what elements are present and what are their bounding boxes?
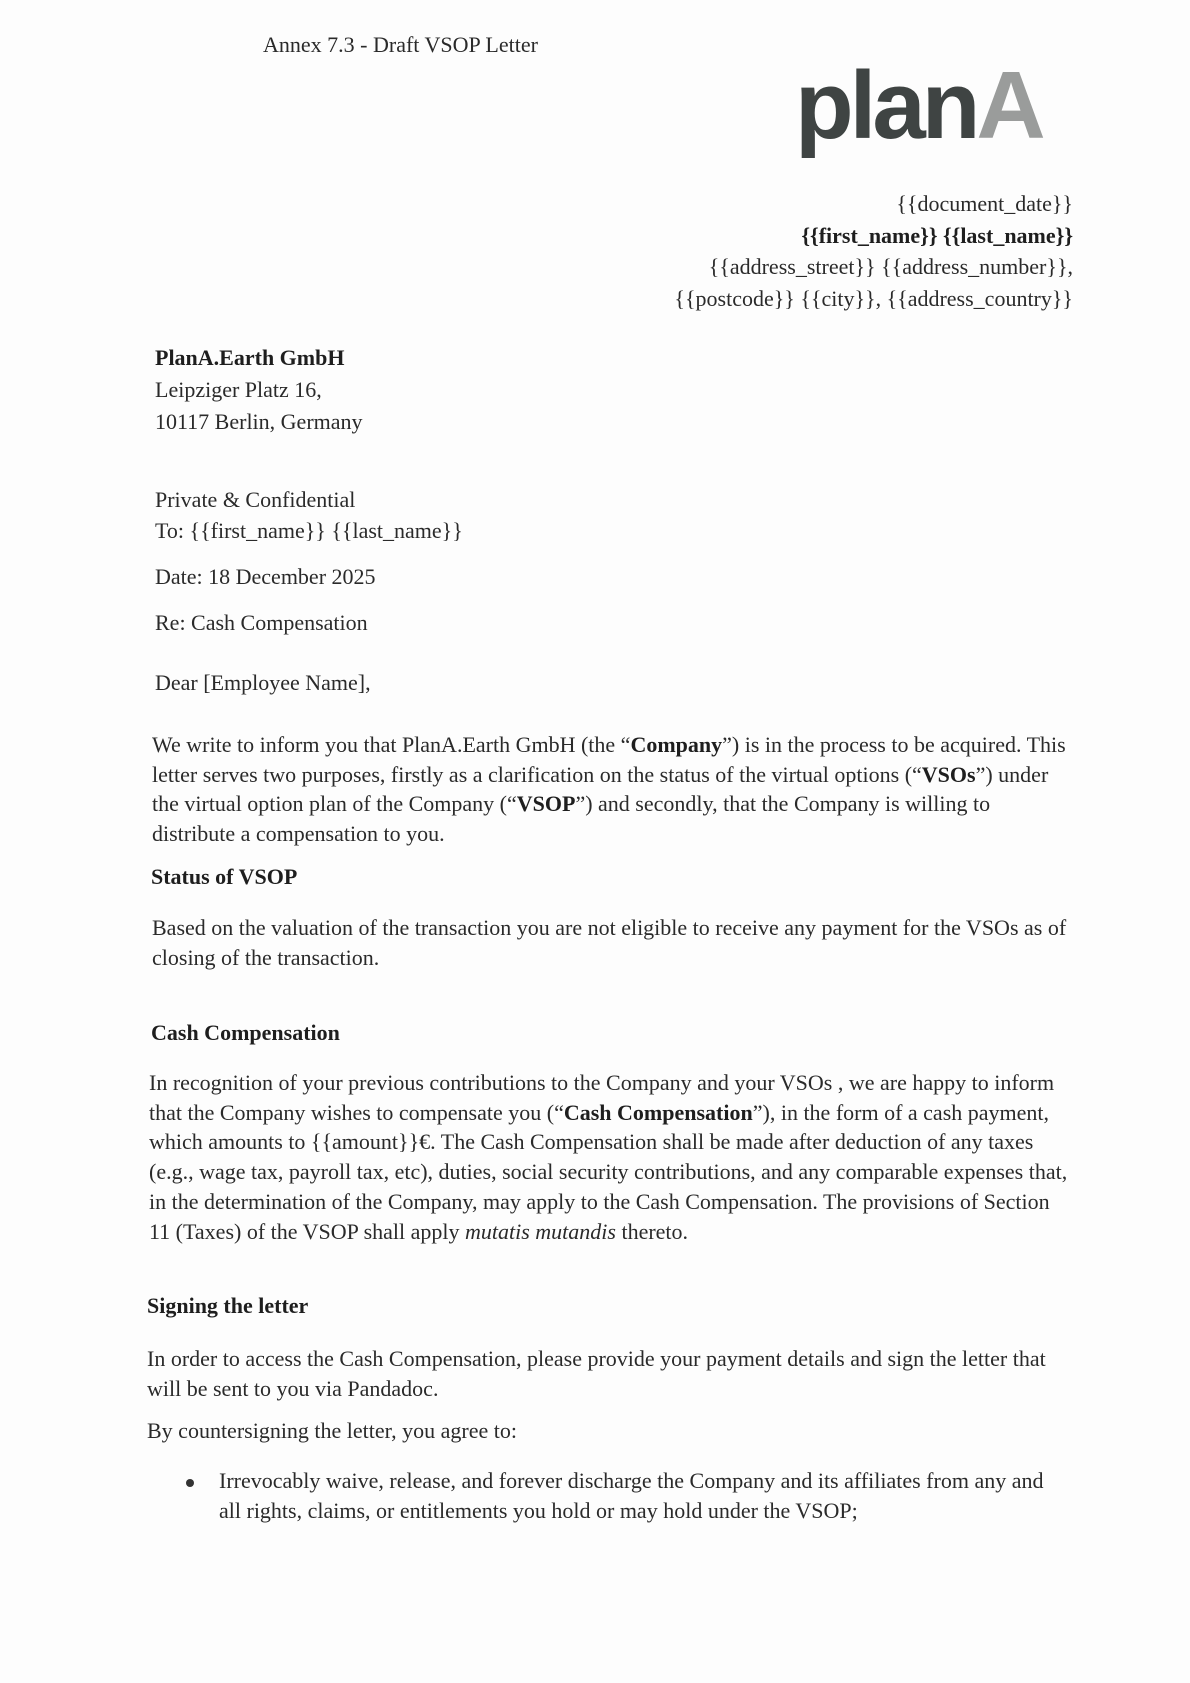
cash-paragraph: In recognition of your previous contributions to the Company and your VSOs , we are happy to inform that the Company wishes to compensate you (“Cash Compensation”), in the form of a cash payment, which amounts to {{amount}}€. The Cash Compensation shall be made after deduction of any taxes (e.g., wage tax, payroll tax, etc), duties, social security contributions, and any comparable expenses that, in the determination of the Company, may apply to the Cash Compensation. The provisions of Section 11 (Taxes) of the VSOP shall apply mutatis mutandis thereto. xyxy=(149,1070,1068,1244)
recipient-name: {{first_name}} {{last_name}} xyxy=(801,222,1073,248)
intro-paragraph: We write to inform you that PlanA.Earth GmbH (the “Company”) is in the process to be acquired. This letter serves two purposes, firstly as a clarification on the status of the virtual options (“VSOs”) under the virtual option plan of the Company (“VSOP”) and secondly, that the Company is willing to distribute a compensation to you. xyxy=(152,732,1066,847)
company-city: 10117 Berlin, Germany xyxy=(155,409,363,434)
list-item: Irrevocably waive, release, and forever discharge the Company and its affiliates from any and all rights, claims, or entitlements you hold or may hold under the VSOP; xyxy=(219,1468,1044,1523)
salutation: Dear [Employee Name], xyxy=(155,670,371,695)
document-date: {{document_date}} xyxy=(896,191,1073,216)
re-line: Re: Cash Compensation xyxy=(155,610,368,635)
cash-heading: Cash Compensation xyxy=(151,1020,340,1045)
signing-heading: Signing the letter xyxy=(147,1293,309,1318)
annex-title: Annex 7.3 - Draft VSOP Letter xyxy=(263,32,538,57)
company-name: PlanA.Earth GmbH xyxy=(155,345,345,370)
company-street: Leipziger Platz 16, xyxy=(155,377,322,402)
confidential: Private & Confidential xyxy=(155,487,356,512)
recipient-address xyxy=(674,188,1073,314)
status-heading: Status of VSOP xyxy=(151,864,298,889)
bullet-icon xyxy=(186,1470,198,1482)
status-paragraph: Based on the valuation of the transaction you are not eligible to receive any payment for the VSOs as of closing of the transaction. xyxy=(152,915,1067,970)
recipient-city: {{postcode}} {{city}}, {{address_country}} xyxy=(674,285,1073,311)
date-line: Date: 18 December 2025 xyxy=(155,564,376,589)
to-line: To: {{first_name}} {{last_name}} xyxy=(155,518,463,543)
signing-paragraph: In order to access the Cash Compensation, please provide your payment details and sign the letter that will be sent to you via Pandadoc. xyxy=(147,1346,1046,1401)
agree-intro: By countersigning the letter, you agree to: xyxy=(147,1418,517,1443)
company-address xyxy=(155,342,363,438)
recipient-street: {{address_street}} {{address_number}}, xyxy=(708,254,1073,279)
plana-logo: planA xyxy=(795,52,1042,159)
